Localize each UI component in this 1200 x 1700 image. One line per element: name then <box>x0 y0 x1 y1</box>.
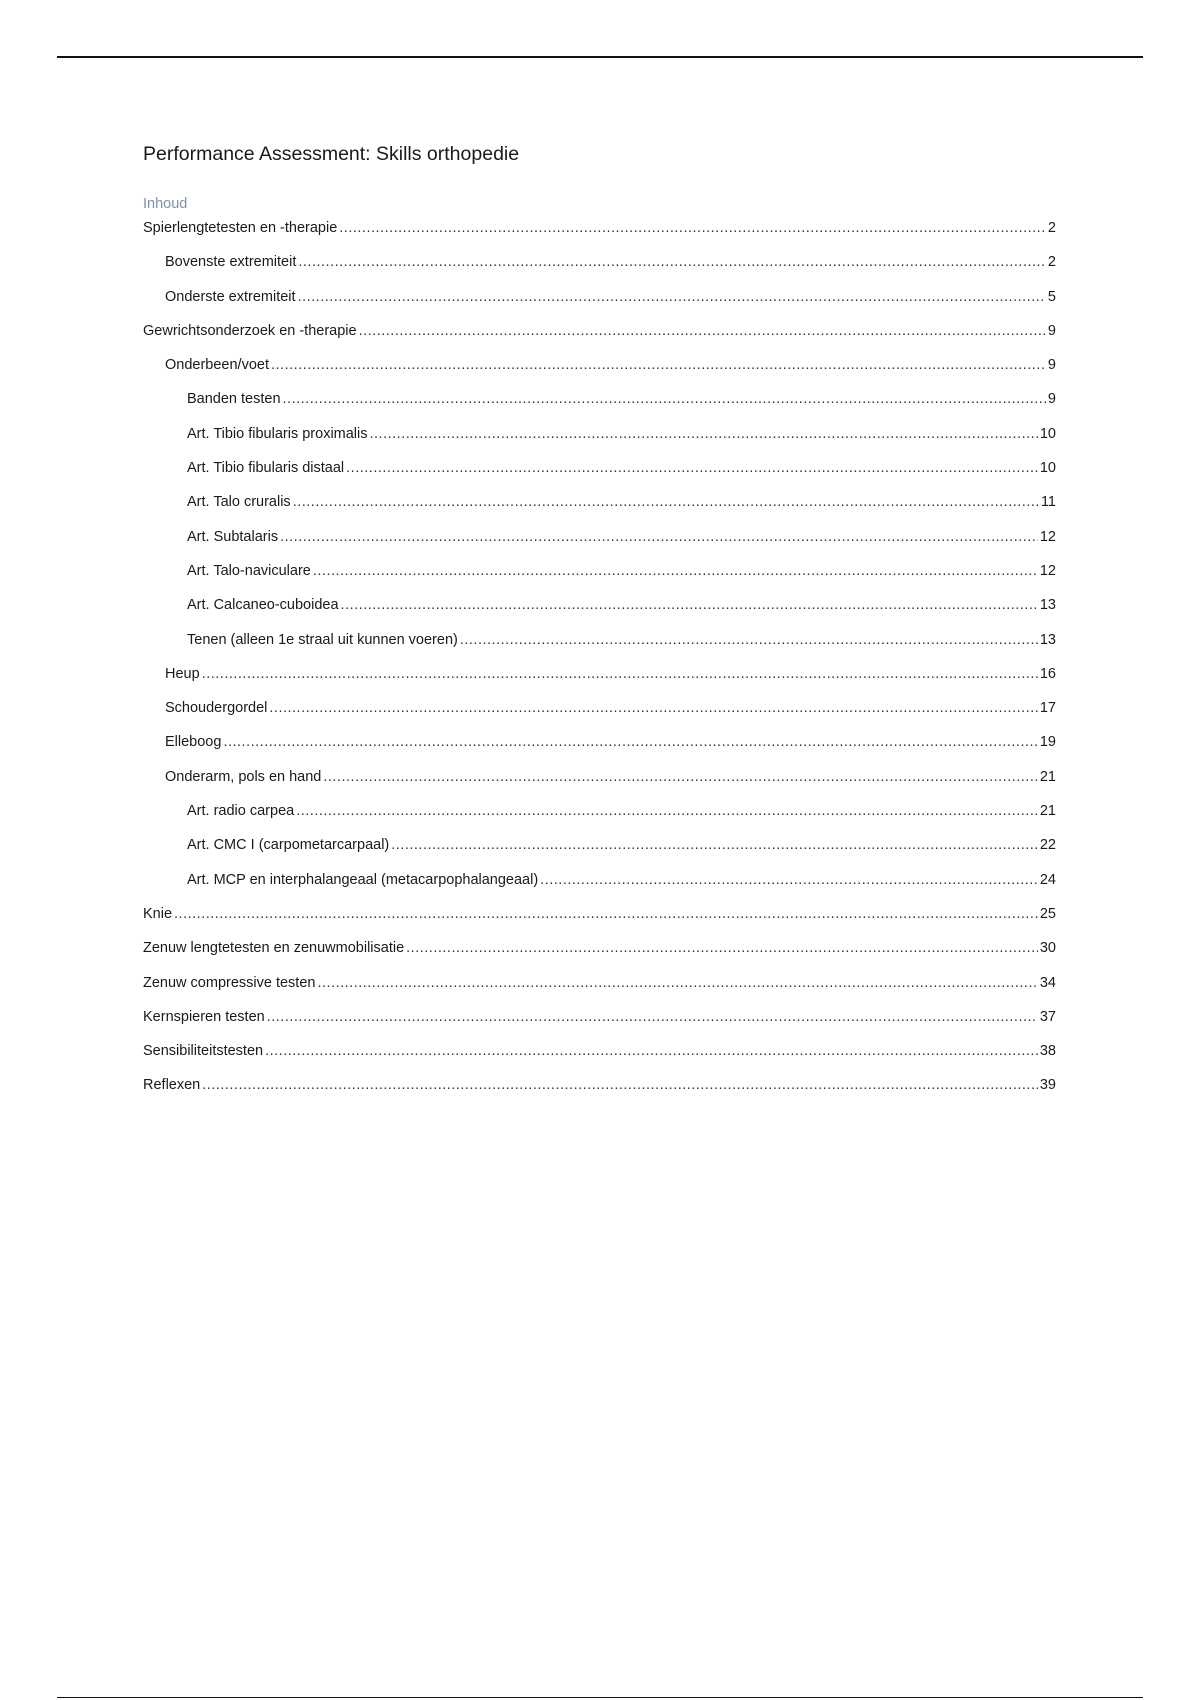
toc-entry[interactable] <box>143 1077 1056 1111</box>
toc-dot-leader <box>339 220 1046 236</box>
toc-entry-label: Tenen (alleen 1e straal uit kunnen voeren) <box>187 631 458 648</box>
toc-entry[interactable] <box>143 563 1056 597</box>
toc-entry-label: Art. Talo-naviculare <box>187 562 311 579</box>
toc-entry[interactable] <box>143 666 1056 700</box>
toc-entry-label: Art. Calcaneo-cuboidea <box>187 597 339 614</box>
toc-dot-leader <box>223 734 1037 750</box>
toc-entry-label: Banden testen <box>187 391 281 408</box>
toc-entry-page-number: 17 <box>1039 700 1056 717</box>
toc-entry-page-number: 9 <box>1047 322 1056 339</box>
toc-entry-page-number: 19 <box>1039 734 1056 751</box>
document-title: Performance Assessment: Skills orthopedie <box>143 143 520 165</box>
toc-entry[interactable] <box>143 357 1056 391</box>
toc-entry[interactable] <box>143 837 1056 871</box>
toc-entry-label: Sensibiliteitstesten <box>143 1043 264 1060</box>
toc-entry-label: Heup <box>165 665 200 682</box>
toc-dot-leader <box>298 289 1046 305</box>
toc-entry-label: Elleboog <box>165 734 222 751</box>
toc-dot-leader <box>283 391 1046 407</box>
footer-rule <box>57 1697 1143 1698</box>
toc-entry-page-number: 9 <box>1047 357 1056 374</box>
toc-entry-page-number: 34 <box>1039 974 1056 991</box>
toc-heading: Inhoud <box>143 196 188 212</box>
toc-entry-label: Art. CMC I (carpometarcarpaal) <box>187 837 390 854</box>
toc-dot-leader <box>296 803 1038 819</box>
toc-entry-label: Spierlengtetesten en -therapie <box>143 220 338 236</box>
toc-entry-label: Art. MCP en interphalangeaal (metacarpophalangeaal) <box>187 871 539 888</box>
toc-entry[interactable] <box>143 1009 1056 1043</box>
toc-entry-label: Art. radio carpea <box>187 803 295 820</box>
toc-dot-leader <box>298 254 1046 270</box>
toc-dot-leader <box>317 975 1037 991</box>
toc-entry-page-number: 5 <box>1047 288 1056 305</box>
toc-entry[interactable] <box>143 769 1056 803</box>
toc-entry-label: Onderste extremiteit <box>165 288 296 305</box>
toc-entry-page-number: 25 <box>1039 905 1056 922</box>
toc-dot-leader <box>370 426 1038 442</box>
toc-entry-page-number: 22 <box>1039 837 1056 854</box>
toc-entry-page-number: 24 <box>1039 871 1056 888</box>
toc-entry-page-number: 39 <box>1039 1077 1056 1094</box>
toc-entry-page-number: 10 <box>1039 460 1056 477</box>
header-rule <box>57 56 1143 58</box>
toc-entry[interactable] <box>143 460 1056 494</box>
toc-entry[interactable] <box>143 220 1056 254</box>
toc-entry-page-number: 37 <box>1039 1008 1056 1025</box>
toc-entry-label: Art. Tibio fibularis proximalis <box>187 425 368 442</box>
toc-entry[interactable] <box>143 254 1056 288</box>
toc-entry-page-number: 11 <box>1040 494 1056 511</box>
toc-entry-label: Zenuw compressive testen <box>143 974 316 991</box>
toc-entry-label: Onderbeen/voet <box>165 357 269 374</box>
toc-entry[interactable] <box>143 426 1056 460</box>
toc-entry-page-number: 12 <box>1039 528 1056 545</box>
toc-entry[interactable] <box>143 289 1056 323</box>
toc-dot-leader <box>174 906 1038 922</box>
toc-entry[interactable] <box>143 632 1056 666</box>
toc-entry[interactable] <box>143 872 1056 906</box>
toc-entry-page-number: 38 <box>1039 1043 1056 1060</box>
toc-entry-label: Schoudergordel <box>165 700 268 717</box>
toc-entry[interactable] <box>143 803 1056 837</box>
toc-entry-page-number: 2 <box>1047 254 1056 271</box>
toc-dot-leader <box>323 769 1037 785</box>
toc-entry-label: Knie <box>143 905 173 922</box>
toc-entry-label: Zenuw lengtetesten en zenuwmobilisatie <box>143 940 405 957</box>
table-of-contents <box>143 220 1056 1112</box>
toc-entry-label: Art. Talo cruralis <box>187 494 291 511</box>
toc-dot-leader <box>460 632 1038 648</box>
toc-dot-leader <box>391 837 1038 853</box>
toc-entry-page-number: 13 <box>1039 597 1056 614</box>
toc-dot-leader <box>271 357 1046 373</box>
toc-entry[interactable] <box>143 597 1056 631</box>
toc-dot-leader <box>346 460 1038 476</box>
toc-entry-label: Kernspieren testen <box>143 1008 265 1025</box>
toc-dot-leader <box>406 940 1038 956</box>
toc-entry[interactable] <box>143 391 1056 425</box>
toc-entry-label: Gewrichtsonderzoek en -therapie <box>143 322 357 339</box>
toc-entry-page-number: 13 <box>1039 631 1056 648</box>
toc-entry-page-number: 9 <box>1047 391 1056 408</box>
toc-entry-page-number: 21 <box>1039 768 1056 785</box>
toc-entry-page-number: 10 <box>1039 425 1056 442</box>
toc-entry[interactable] <box>143 323 1056 357</box>
toc-dot-leader <box>202 666 1038 682</box>
toc-entry-page-number: 2 <box>1047 220 1056 236</box>
toc-entry[interactable] <box>143 529 1056 563</box>
toc-entry-label: Art. Subtalaris <box>187 528 279 545</box>
toc-entry[interactable] <box>143 1043 1056 1077</box>
toc-entry[interactable] <box>143 734 1056 768</box>
toc-dot-leader <box>341 597 1038 613</box>
toc-dot-leader <box>540 872 1038 888</box>
toc-dot-leader <box>267 1009 1038 1025</box>
toc-dot-leader <box>280 529 1038 545</box>
toc-dot-leader <box>359 323 1046 339</box>
toc-dot-leader <box>293 494 1039 510</box>
toc-entry-page-number: 30 <box>1039 940 1056 957</box>
toc-entry-label: Onderarm, pols en hand <box>165 768 322 785</box>
toc-entry[interactable] <box>143 700 1056 734</box>
toc-entry[interactable] <box>143 975 1056 1009</box>
toc-entry-label: Bovenste extremiteit <box>165 254 297 271</box>
toc-dot-leader <box>313 563 1038 579</box>
toc-entry-page-number: 16 <box>1039 665 1056 682</box>
toc-dot-leader <box>269 700 1037 716</box>
toc-dot-leader <box>202 1077 1038 1093</box>
toc-entry[interactable] <box>143 940 1056 974</box>
toc-entry-page-number: 21 <box>1039 803 1056 820</box>
toc-entry-page-number: 12 <box>1039 562 1056 579</box>
toc-entry[interactable] <box>143 494 1056 528</box>
toc-entry-label: Reflexen <box>143 1077 201 1094</box>
toc-entry[interactable] <box>143 906 1056 940</box>
toc-dot-leader <box>265 1043 1038 1059</box>
toc-entry-label: Art. Tibio fibularis distaal <box>187 460 345 477</box>
